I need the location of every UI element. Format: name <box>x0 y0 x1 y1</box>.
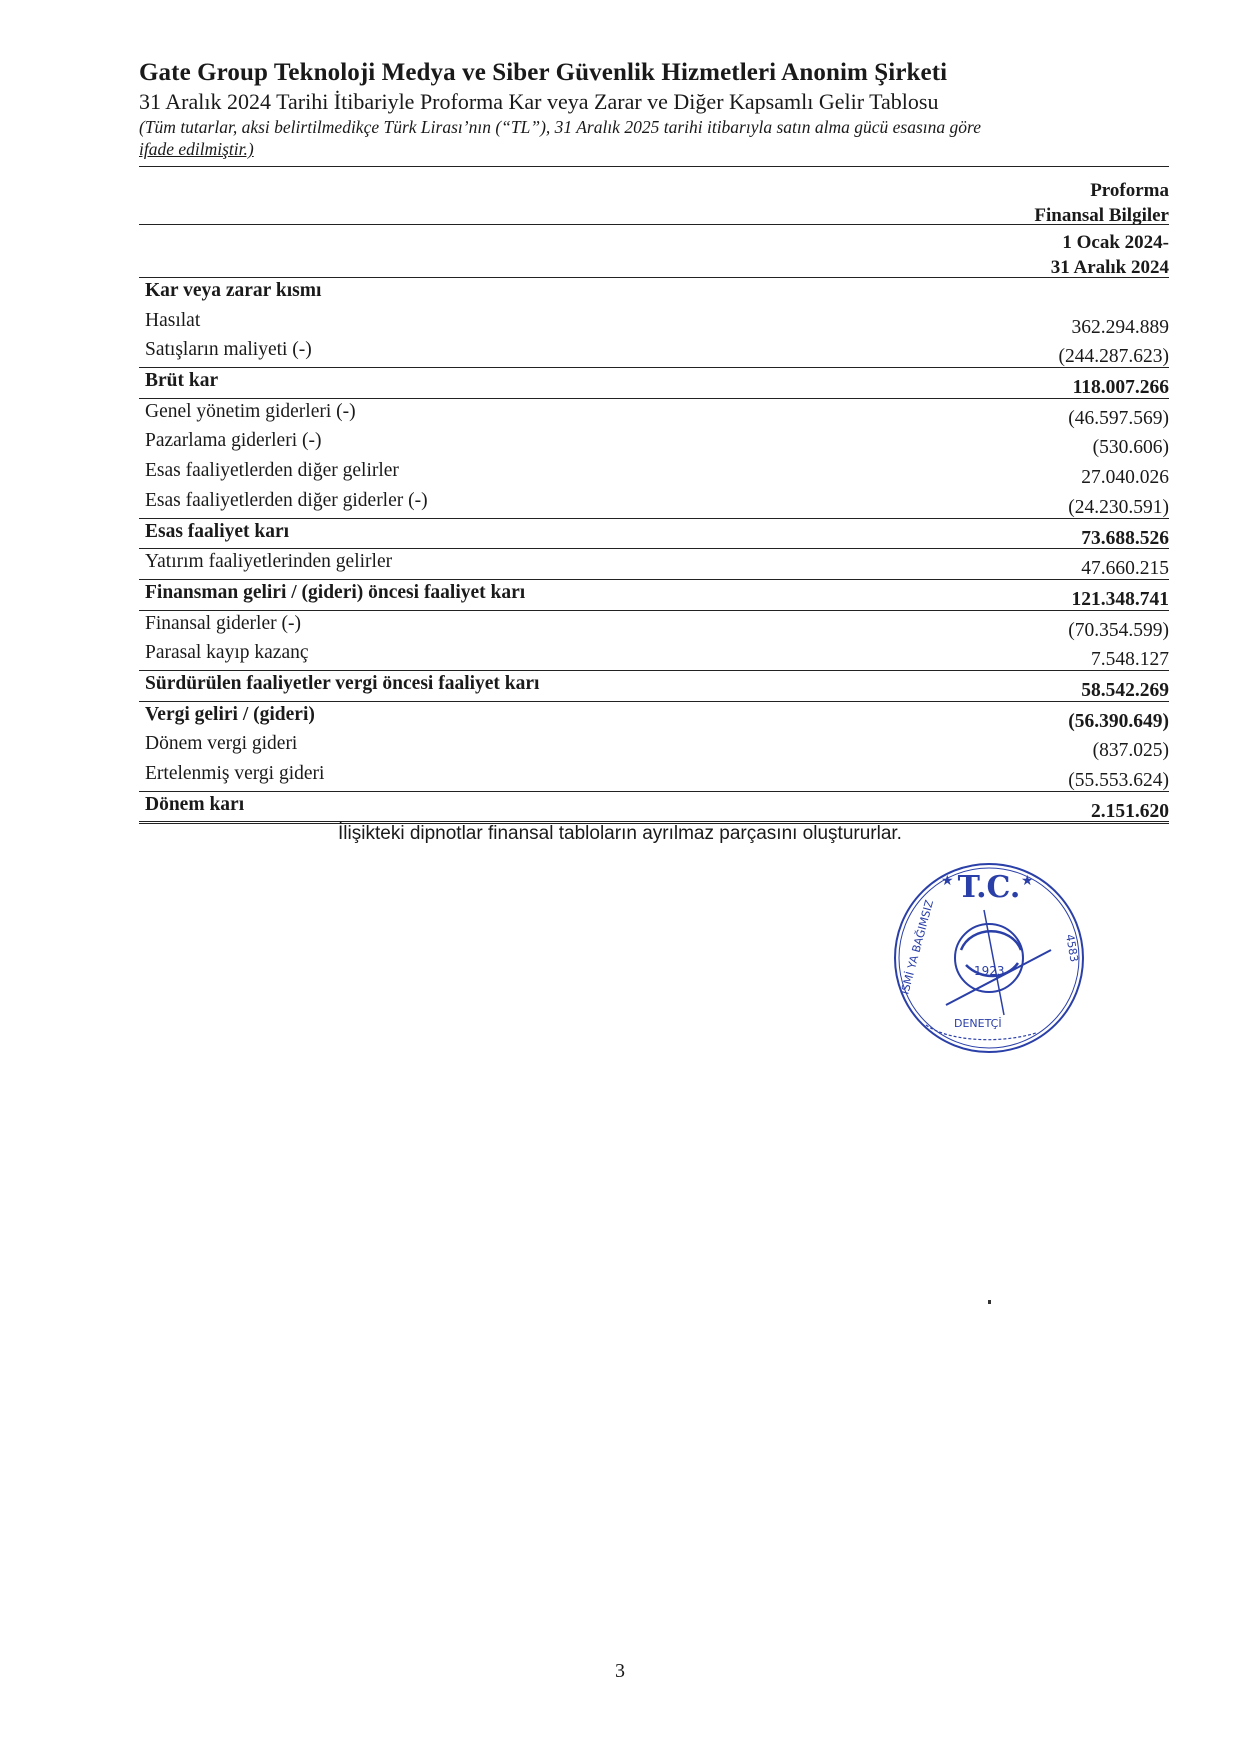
row-label: Dönem karı <box>145 793 245 815</box>
row-value: (837.025) <box>1092 740 1169 762</box>
row-value: 73.688.526 <box>1081 527 1169 549</box>
row-value: 121.348.741 <box>1071 588 1169 610</box>
row-operating-profit <box>139 518 1169 549</box>
statement-title: 31 Aralık 2024 Tarihi İtibariyle Proforma Kar veya Zarar ve Diğer Kapsamlı Gelir Tablosu <box>139 89 939 114</box>
row-general-admin-expenses <box>139 398 1169 429</box>
currency-note <box>139 116 1169 160</box>
row-current-tax-expense <box>139 731 1169 761</box>
column-header-line-2: Finansal Bilgiler <box>1034 205 1169 226</box>
row-profit-before-finance <box>139 579 1169 610</box>
row-label: Parasal kayıp kazanç <box>145 642 309 664</box>
row-label: Satışların maliyeti (-) <box>145 339 312 361</box>
row-label: Hasılat <box>145 309 201 331</box>
row-value: (56.390.649) <box>1068 710 1169 732</box>
stamp-left-text: ISMİ YA BAĞIMSIZ <box>898 898 937 996</box>
svg-text:★: ★ <box>941 873 954 889</box>
row-revenue <box>139 308 1169 338</box>
row-other-operating-expenses <box>139 488 1169 518</box>
svg-text:★: ★ <box>1021 873 1034 889</box>
row-label: Kar veya zarar kısmı <box>145 280 322 301</box>
stamp-top-text: T.C. <box>957 870 1021 905</box>
row-label: Finansal giderler (-) <box>145 612 301 634</box>
row-marketing-expenses <box>139 428 1169 458</box>
row-label: Dönem vergi gideri <box>145 733 298 755</box>
row-gross-profit <box>139 367 1169 398</box>
row-tax-income-expense <box>139 701 1169 732</box>
stamp-right-text: 4583 <box>1063 933 1081 964</box>
row-investment-income <box>139 548 1169 579</box>
row-label: Esas faaliyet karı <box>145 520 290 542</box>
row-profit-before-tax <box>139 670 1169 701</box>
row-value: 7.548.127 <box>1091 649 1169 671</box>
row-value: (55.553.624) <box>1068 770 1169 791</box>
currency-note-line-1: (Tüm tutarlar, aksi belirtilmedikçe Türk Lirası’nın (“TL”), 31 Aralık 2025 tarihi itibarıyla satın alma gücü esasına göre <box>139 117 981 137</box>
currency-note-line-2: ifade edilmiştir.) <box>139 139 254 159</box>
row-label: Esas faaliyetlerden diğer gelirler <box>145 460 399 482</box>
row-value: 362.294.889 <box>1071 316 1169 338</box>
row-value: 58.542.269 <box>1081 679 1169 701</box>
row-value: 2.151.620 <box>1091 800 1169 822</box>
row-finance-expenses <box>139 610 1169 641</box>
row-label: Ertelenmiş vergi gideri <box>145 763 325 784</box>
scan-mark <box>988 1300 991 1304</box>
income-statement-table <box>139 278 1169 824</box>
row-value: (24.230.591) <box>1068 496 1169 518</box>
header-divider <box>139 166 1169 167</box>
column-header-line-3: 1 Ocak 2024- <box>1062 232 1169 253</box>
row-monetary-gain-loss <box>139 640 1169 670</box>
row-label: Esas faaliyetlerden diğer giderler (-) <box>145 489 428 511</box>
column-header-line-1: Proforma <box>1090 180 1169 201</box>
row-value: 118.007.266 <box>1072 377 1169 399</box>
row-cost-of-sales <box>139 337 1169 367</box>
stamp-bottom-text: DENETÇİ <box>954 1017 1002 1030</box>
row-label: Brüt kar <box>145 370 219 392</box>
row-label: Yatırım faaliyetlerinden gelirler <box>145 551 393 573</box>
column-header-line-4: 31 Aralık 2024 <box>1050 257 1169 278</box>
row-value: (46.597.569) <box>1068 407 1169 429</box>
auditor-stamp <box>886 855 1092 1061</box>
row-value: 47.660.215 <box>1081 558 1169 580</box>
row-value: 27.040.026 <box>1081 467 1169 489</box>
row-label: Sürdürülen faaliyetler vergi öncesi faaliyet karı <box>145 672 540 694</box>
column-header-divider <box>139 224 1169 225</box>
row-label: Pazarlama giderleri (-) <box>145 430 322 452</box>
page-number: 3 <box>615 1660 625 1682</box>
row-deferred-tax-expense <box>139 761 1169 791</box>
row-net-profit <box>139 791 1169 825</box>
document-header <box>139 58 1169 160</box>
row-label: Genel yönetim giderleri (-) <box>145 400 356 422</box>
stamp-center-text: 1923 <box>974 964 1005 978</box>
section-row-profit-loss <box>139 278 1169 308</box>
row-value: (70.354.599) <box>1068 619 1169 641</box>
footnote: İlişikteki dipnotlar finansal tabloların ayrılmaz parçasını oluştururlar. <box>338 823 902 844</box>
row-value: (530.606) <box>1092 437 1169 459</box>
row-label: Finansman geliri / (gideri) öncesi faaliyet karı <box>145 581 526 603</box>
column-header <box>1034 178 1169 280</box>
company-name: Gate Group Teknoloji Medya ve Siber Güvenlik Hizmetleri Anonim Şirketi <box>139 59 948 86</box>
row-other-operating-income <box>139 458 1169 488</box>
row-value: (244.287.623) <box>1058 346 1169 368</box>
row-label: Vergi geliri / (gideri) <box>145 703 315 725</box>
